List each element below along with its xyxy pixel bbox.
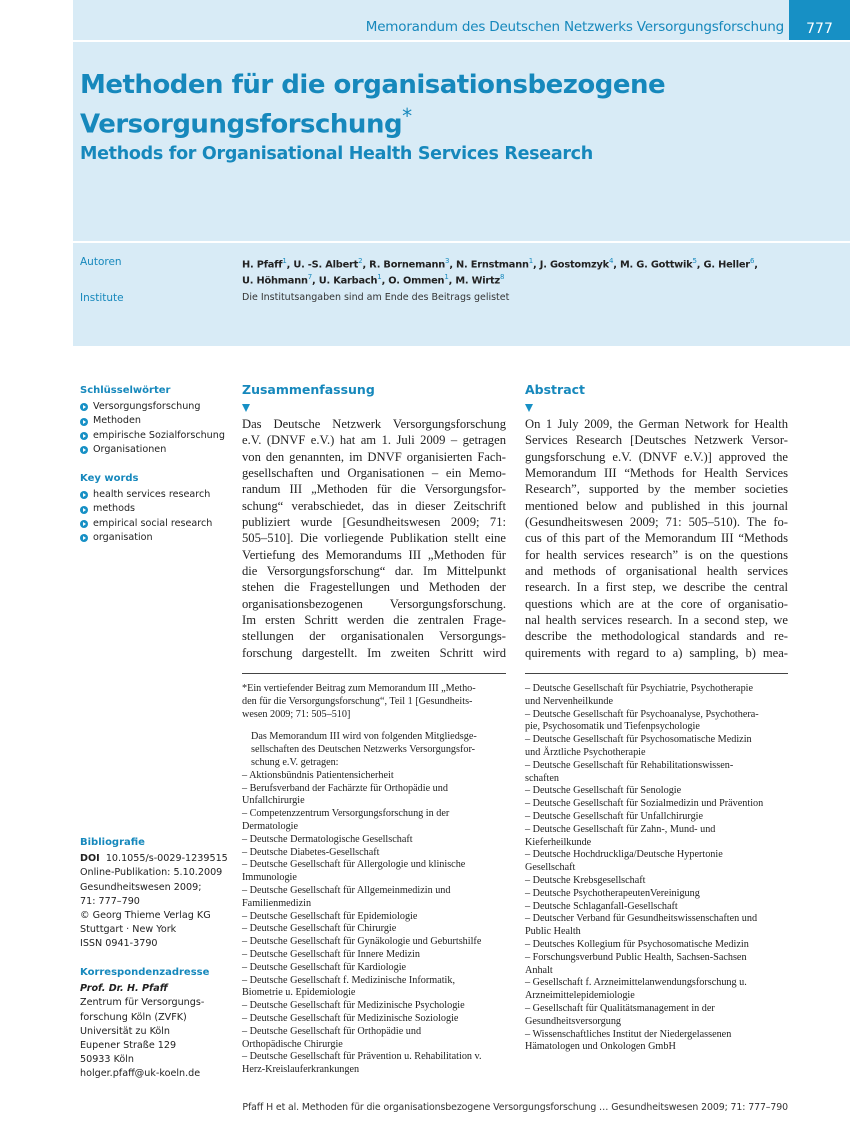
- keyword-text: methods: [93, 503, 136, 515]
- member-item: [525, 734, 795, 760]
- text-line: e.V. (DNVF e.V.) hat am 1. Juli 2009 – getragen: [242, 433, 506, 448]
- member-line: – Deutsche Gesellschaft für Rehabilitationswissen-: [525, 759, 734, 771]
- text-line: and methods of organisational health services: [525, 564, 788, 579]
- member-item: [525, 1029, 795, 1055]
- member-item: [525, 901, 795, 914]
- member-item: [242, 808, 512, 834]
- member-line: – Deutsche Gesellschaft für Kardiologie: [242, 961, 407, 973]
- text-line: forschung dargestellt. Im zweiten Schritt wird: [242, 645, 506, 660]
- member-line: – Berufsverband der Fachärzte für Orthopädie und: [242, 782, 448, 794]
- member-item: [242, 962, 512, 975]
- keyword-text: organisation: [93, 531, 153, 543]
- author-separator: ,: [448, 275, 456, 287]
- member-line: – Deutsche Hochdruckliga/Deutsche Hypertonie: [525, 849, 723, 861]
- member-line: – Deutsche Gesellschaft für Prävention u. Rehabilitation v.: [242, 1051, 482, 1063]
- correspondence-line: Zentrum für Versorgungs-: [80, 997, 205, 1009]
- bibliography-line: Stuttgart · New York: [80, 924, 177, 936]
- member-line: – Deutsche Gesellschaft für Unfallchirurgie: [525, 810, 704, 822]
- correspondence-name: Prof. Dr. H. Pfaff: [80, 983, 168, 995]
- member-item: [242, 923, 512, 936]
- keywords-german: [80, 384, 230, 457]
- bibliography-line: ISSN 0941-3790: [80, 938, 158, 950]
- member-line: – Deutscher Verband für Gesundheitswissenschaften und: [525, 913, 758, 925]
- text-line: questions which are at the core of organisatio-: [525, 596, 788, 611]
- member-line: – Deutsche Gesellschaft für Chirurgie: [242, 923, 397, 935]
- doi-line: [80, 852, 230, 866]
- author-name: N. Ernstmann: [456, 259, 529, 271]
- article-title-english: Methods for Organisational Health Services Research: [80, 144, 593, 164]
- authors-label: Autoren: [80, 256, 122, 268]
- footnote-left: [242, 683, 512, 1077]
- author-separator: ,: [312, 275, 319, 287]
- text-line: describe the methodological standards and re-: [525, 629, 788, 644]
- author-name: H. Pfaff: [242, 259, 283, 271]
- author-separator: ,: [754, 259, 758, 271]
- member-item: [242, 911, 512, 924]
- arrow-bullet-icon: [80, 520, 88, 528]
- author-affiliation: 6: [749, 257, 755, 265]
- member-line: – Deutsche Gesellschaft für Gynäkologie und Geburtshilfe: [242, 936, 482, 948]
- text-line: Research”, supported by the member societies: [525, 482, 788, 497]
- author-affiliation: 1: [282, 257, 287, 265]
- member-line: – Deutsche Gesellschaft für Sozialmedizin und Prävention: [525, 798, 764, 810]
- page-number: 777: [789, 0, 850, 40]
- arrow-bullet-icon: [80, 506, 88, 514]
- title-asterisk: *: [402, 104, 412, 128]
- bibliography-heading: Bibliografie: [80, 837, 145, 848]
- member-item: [242, 975, 512, 1001]
- member-line: – Deutsche Gesellschaft für Allgemeinmedizin und: [242, 884, 451, 896]
- keyword-text: health services research: [93, 489, 211, 501]
- star-footnote: [242, 683, 512, 721]
- member-line: Gesellschaft: [525, 862, 576, 874]
- member-item: [525, 888, 795, 901]
- member-item: [525, 849, 795, 875]
- member-item: [242, 1026, 512, 1052]
- member-item: [525, 1003, 795, 1029]
- keyword-text: Methoden: [93, 415, 141, 427]
- member-line: pie, Psychosomatik und Tiefenpsychologie: [525, 721, 700, 733]
- member-line: Anhalt: [525, 964, 553, 976]
- member-item: [242, 936, 512, 949]
- member-line: – Deutsche Gesellschaft für Epidemiologie: [242, 910, 418, 922]
- abstract-heading: Abstract: [525, 382, 586, 397]
- institutes-text: Die Institutsangaben sind am Ende des Beitrags gelistet: [242, 292, 510, 303]
- keywords-english-list: [80, 488, 230, 545]
- member-item: [525, 977, 795, 1003]
- member-item: [242, 949, 512, 962]
- member-item: [525, 683, 795, 709]
- member-item: [525, 811, 795, 824]
- keywords-german-list: [80, 400, 230, 457]
- title-line-2: [80, 101, 780, 141]
- text-line: Services Research [Deutsches Netzwerk Versor-: [525, 433, 788, 448]
- keyword-text: empirical social research: [93, 517, 213, 529]
- text-line: publiziert wurde [Gesundheitswesen 2009; 71:: [242, 515, 506, 530]
- member-line: Immunologie: [242, 872, 297, 884]
- keywords-german-heading: Schlüsselwörter: [80, 385, 171, 396]
- member-line: Familienmedizin: [242, 897, 312, 909]
- keyword-item: [80, 488, 230, 502]
- author-separator: ,: [381, 275, 389, 287]
- member-line: – Wissenschaftliches Institut der Niedergelassenen: [525, 1028, 732, 1040]
- member-item: [525, 952, 795, 978]
- bibliography-line: Gesundheitswesen 2009;: [80, 881, 202, 893]
- author-affiliation: 8: [499, 273, 505, 282]
- bibliography-lines: [80, 866, 230, 951]
- member-line: – Deutsche Gesellschaft für Allergologie und klinische: [242, 859, 466, 871]
- author-affiliation: 1: [528, 257, 534, 265]
- member-line: Public Health: [525, 926, 581, 938]
- member-item: [525, 785, 795, 798]
- member-item: [242, 847, 512, 860]
- member-item: [242, 1013, 512, 1026]
- text-line: stellungen der organisationalen Versorgungs-: [242, 629, 506, 644]
- member-item: [242, 770, 512, 783]
- author-separator: ,: [613, 259, 620, 271]
- member-item: [525, 913, 795, 939]
- footnote-line: den für die Versorgungsforschung“, Teil 1 [Gesundheits-: [242, 695, 473, 707]
- member-line: und Nervenheilkunde: [525, 695, 613, 707]
- member-list-right: [525, 683, 795, 1054]
- footnote-line: wesen 2009; 71: 505–510]: [242, 708, 351, 720]
- member-item: [525, 939, 795, 952]
- author-affiliation: 2: [358, 257, 363, 265]
- member-line: Gesundheitsversorgung: [525, 1015, 622, 1027]
- member-line: – Deutsche Schlaganfall-Gesellschaft: [525, 900, 678, 912]
- member-line: – Aktionsbündnis Patientensicherheit: [242, 769, 394, 781]
- author-name: G. Heller: [703, 259, 750, 271]
- text-line: quirements with regard to a) sampling, b) mea-: [525, 645, 788, 660]
- author-affiliation: 5: [692, 257, 697, 265]
- member-item: [525, 875, 795, 888]
- text-line: mentioned below and published in this journal: [525, 498, 788, 513]
- member-line: – Deutsche Gesellschaft für Medizinische Psychologie: [242, 1000, 465, 1012]
- correspondence-line: forschung Köln (ZVFK): [80, 1011, 187, 1023]
- author-separator: ,: [533, 259, 540, 271]
- member-line: – Deutsche Gesellschaft für Senologie: [525, 785, 682, 797]
- text-line: nal health services research. In a second step, we: [525, 613, 788, 628]
- keywords-english-heading: Key words: [80, 473, 139, 484]
- member-line: – Deutsche Gesellschaft f. Medizinische Informatik,: [242, 974, 456, 986]
- author-separator: ,: [696, 259, 704, 271]
- member-line: – Deutsche Gesellschaft für Zahn-, Mund- und: [525, 823, 716, 835]
- text-line: research. In a first step, we describe the central: [525, 580, 788, 595]
- footer-citation: Pfaff H et al. Methoden für die organisationsbezogene Versorgungsforschung … Gesundheitswesen 2009; 71: 777–790: [242, 1102, 788, 1113]
- member-line: – Deutsche Gesellschaft für Orthopädie und: [242, 1025, 422, 1037]
- correspondence-line: 50933 Köln: [80, 1054, 134, 1066]
- article-title-german: [80, 70, 780, 141]
- member-line: Kieferheilkunde: [525, 836, 592, 848]
- member-line: und Ärztliche Psychotherapie: [525, 746, 646, 758]
- down-triangle-icon: [525, 404, 533, 412]
- member-item: [242, 1000, 512, 1013]
- bibliography-line: 71: 777–790: [80, 895, 140, 907]
- footnote-line: schung e.V. getragen:: [251, 756, 339, 768]
- down-triangle-icon: [242, 404, 250, 412]
- member-line: Arzneimittelepidemiologie: [525, 990, 635, 1002]
- star-footnote-continuation: [242, 695, 512, 722]
- abstract-text: [525, 416, 788, 661]
- text-line: (Gesundheitswesen 2009; 71: 505–510). The fo-: [525, 515, 788, 530]
- member-item: [525, 824, 795, 850]
- author-name: J. Gostomzyk: [539, 259, 609, 271]
- member-item: [525, 798, 795, 811]
- member-item: [525, 709, 795, 735]
- title-line-2-text: Versorgungsforschung: [80, 109, 403, 140]
- member-item: [242, 1051, 512, 1077]
- member-line: Biometrie u. Epidemiologie: [242, 987, 356, 999]
- keyword-text: Versorgungsforschung: [93, 401, 201, 413]
- text-line: die Versorgungsforschung“ dar. Im Mittelpunkt: [242, 564, 506, 579]
- correspondence-line: holger.pfaff@uk-koeln.de: [80, 1068, 201, 1080]
- member-item: [242, 885, 512, 911]
- text-line: cus of this part of the Memorandum III “Methods: [525, 531, 788, 546]
- author-separator: ,: [449, 259, 457, 271]
- keyword-item: [80, 429, 230, 443]
- correspondence-line: Eupener Straße 129: [80, 1040, 177, 1052]
- text-line: Vertiefung des Memorandums III „Methoden für: [242, 547, 506, 562]
- member-line: – Deutsche Gesellschaft für Innere Medizin: [242, 948, 420, 960]
- member-line: – Deutsche Gesellschaft für Psychoanalyse, Psychothera-: [525, 708, 759, 720]
- star-footnote-line: *Ein vertiefender Beitrag zum Memorandum III „Metho-: [242, 683, 476, 694]
- text-line: Memorandum III “Methods for Health Services: [525, 466, 788, 481]
- keyword-item: [80, 517, 230, 531]
- author-affiliation: 4: [608, 257, 614, 265]
- author-separator: ,: [362, 259, 370, 271]
- author-affiliation: 7: [307, 273, 313, 282]
- keyword-item: [80, 443, 230, 457]
- author-name: M. Wirtz: [455, 275, 500, 287]
- author-name: O. Ommen: [388, 275, 445, 287]
- text-line: organisationsbezogenen Versorgungsforschung.: [242, 596, 506, 611]
- keyword-item: [80, 531, 230, 545]
- keyword-item: [80, 502, 230, 516]
- doi-value: 10.1055/s-0029-1239515: [105, 853, 228, 865]
- keyword-text: Organisationen: [93, 443, 167, 455]
- arrow-bullet-icon: [80, 403, 88, 411]
- author-name: M. G. Gottwik: [619, 259, 693, 271]
- member-item: [242, 834, 512, 847]
- title-line-1: Methoden für die organisationsbezogene: [80, 70, 666, 100]
- member-line: – Deutsche Krebsgesellschaft: [525, 874, 646, 886]
- member-line: – Forschungsverbund Public Health, Sachsen-Sachsen: [525, 951, 747, 963]
- member-item: [242, 859, 512, 885]
- text-line: gesellschaften und Organisationen – ein Memo-: [242, 466, 506, 481]
- text-line: stehen die Fragestellungen und Methoden der: [242, 580, 506, 595]
- text-line: Im ersten Schritt werden die zentralen Frage-: [242, 613, 506, 628]
- member-line: – Competenzzentrum Versorgungsforschung in der: [242, 808, 450, 820]
- text-line: von den genannten, im DNVF organisierten Fach-: [242, 449, 506, 464]
- member-intro: [242, 731, 512, 769]
- correspondence-line: Universität zu Köln: [80, 1025, 171, 1037]
- member-line: – Gesellschaft f. Arzneimittelanwendungsforschung u.: [525, 977, 747, 989]
- running-title: Memorandum des Deutschen Netzwerks Versorgungsforschung: [365, 19, 784, 35]
- footnote-line: Das Memorandum III wird von folgenden Mitgliedsge-: [251, 731, 477, 743]
- keywords-english: [80, 472, 230, 545]
- member-line: – Deutsches Kollegium für Psychosomatische Medizin: [525, 938, 749, 950]
- text-line: 505–510]. Die vorliegende Publikation stellt eine: [242, 531, 506, 546]
- author-separator: ,: [286, 259, 294, 271]
- member-item: [525, 760, 795, 786]
- member-line: – Gesellschaft für Qualitätsmanagement in der: [525, 1002, 715, 1014]
- footnote-rule-right: [525, 673, 788, 674]
- author-affiliation: 3: [445, 257, 450, 265]
- keyword-item: [80, 414, 230, 428]
- header-divider: [73, 241, 850, 243]
- correspondence-heading: Korrespondenzadresse: [80, 967, 210, 978]
- bibliography-line: Online-Publikation: 5.10.2009: [80, 867, 223, 879]
- correspondence-lines: [80, 996, 230, 1081]
- member-line: Herz-Kreislauferkrankungen: [242, 1064, 360, 1076]
- member-line: – Deutsche PsychotherapeutenVereinigung: [525, 887, 700, 899]
- author-name: U. Karbach: [318, 275, 378, 287]
- text-line: randum III „Methoden für die Versorgungsfor-: [242, 482, 506, 497]
- arrow-bullet-icon: [80, 432, 88, 440]
- member-line: – Deutsche Dermatologische Gesellschaft: [242, 833, 413, 845]
- author-name: U. -S. Albert: [293, 259, 359, 271]
- text-line: gungsforschung e.V. (DNVF e.V.)] approved the: [525, 449, 788, 464]
- member-line: Unfallchirurgie: [242, 795, 305, 807]
- bibliography-line: © Georg Thieme Verlag KG: [80, 910, 211, 922]
- member-line: – Deutsche Gesellschaft für Psychiatrie, Psychotherapie: [525, 683, 754, 694]
- member-line: schaften: [525, 772, 559, 784]
- bibliography: [80, 836, 230, 952]
- keyword-text: empirische Sozialforschung: [93, 429, 225, 441]
- zusammenfassung-text: [242, 416, 506, 661]
- zusammenfassung-heading: Zusammenfassung: [242, 382, 375, 397]
- arrow-bullet-icon: [80, 446, 88, 454]
- member-line: – Deutsche Gesellschaft für Medizinische Soziologie: [242, 1012, 459, 1024]
- text-line: Das Deutsche Netzwerk Versorgungsforschung: [242, 417, 506, 431]
- text-line: for health services research” is on the questions: [525, 547, 788, 562]
- footnote-rule-left: [242, 673, 506, 674]
- correspondence: [80, 966, 230, 1082]
- author-name: U. Höhmann: [242, 275, 308, 287]
- arrow-bullet-icon: [80, 418, 88, 426]
- footnote-right: [525, 683, 795, 1054]
- member-item: [242, 783, 512, 809]
- member-line: – Deutsche Diabetes-Gesellschaft: [242, 846, 380, 858]
- footnote-line: sellschaften des Deutschen Netzwerks Versorgungsfor-: [251, 744, 476, 756]
- author-list: [242, 255, 802, 288]
- institutes-label: Institute: [80, 292, 124, 304]
- keyword-item: [80, 400, 230, 414]
- text-line: schung“ verabschiedet, das in dieser Zeitschrift: [242, 498, 506, 513]
- arrow-bullet-icon: [80, 534, 88, 542]
- member-line: – Deutsche Gesellschaft für Psychosomatische Medizin: [525, 734, 752, 746]
- member-line: Orthopädische Chirurgie: [242, 1038, 343, 1050]
- author-name: R. Bornemann: [369, 259, 446, 271]
- arrow-bullet-icon: [80, 491, 88, 499]
- doi-label: DOI: [80, 853, 100, 865]
- author-affiliation: 1: [444, 273, 449, 282]
- text-line: On 1 July 2009, the German Network for Health: [525, 417, 788, 431]
- member-line: Hämatologen und Onkologen GmbH: [525, 1041, 676, 1053]
- author-affiliation: 1: [377, 273, 382, 282]
- member-list-left: [242, 770, 512, 1077]
- member-line: Dermatologie: [242, 820, 299, 832]
